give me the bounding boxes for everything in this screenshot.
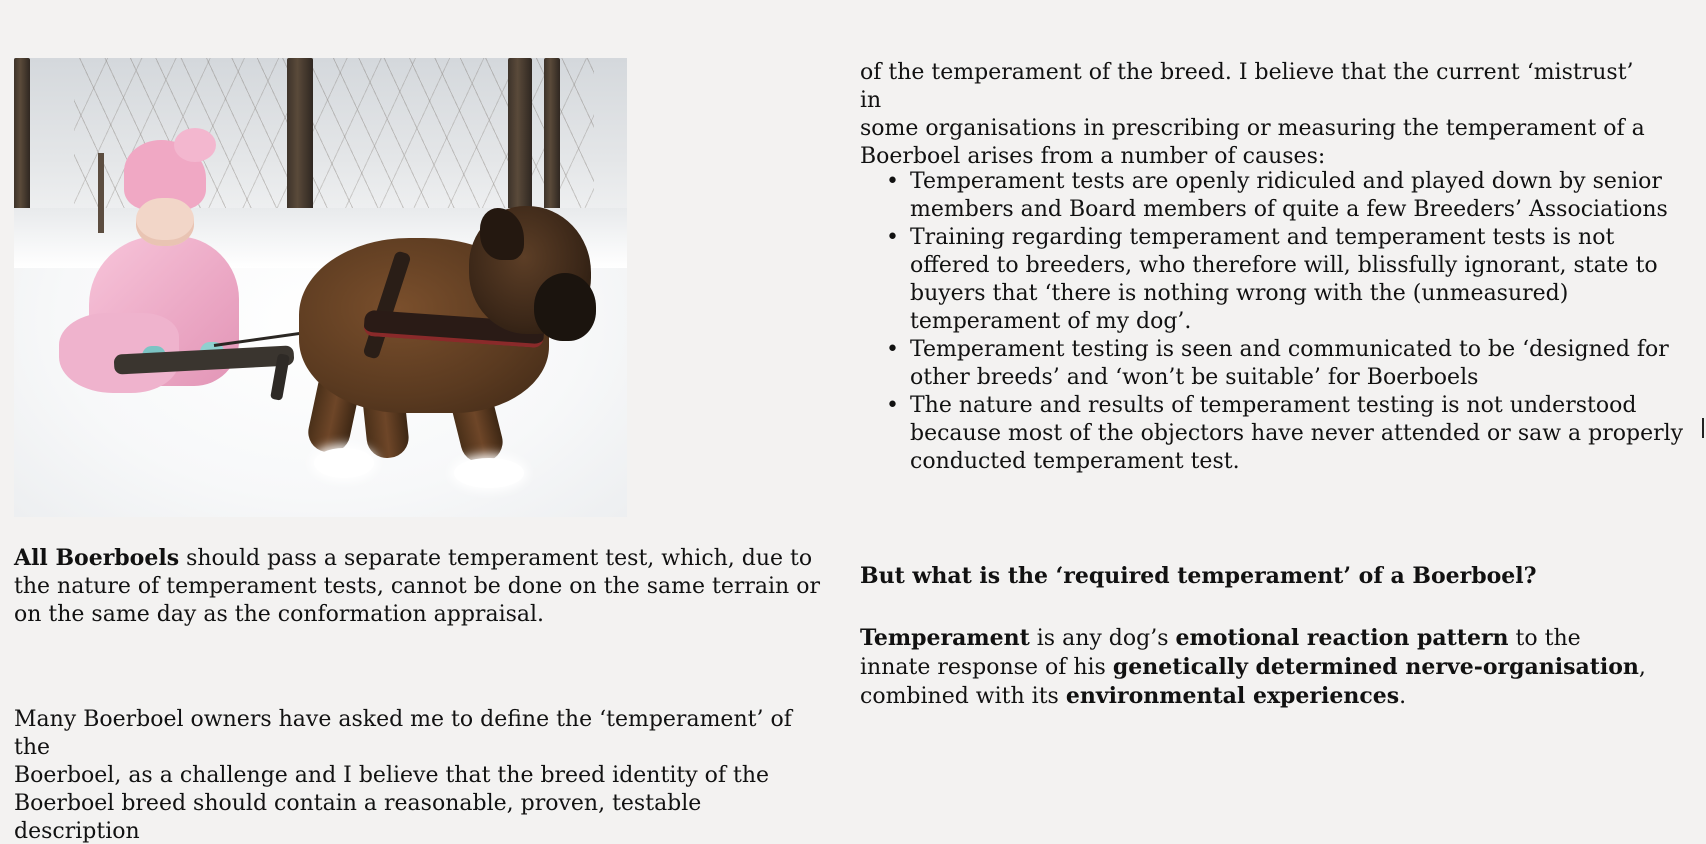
paragraph-line: Boerboel breed should contain a reasonable, proven, testable description <box>14 791 702 844</box>
fence-post <box>98 153 104 233</box>
text-span: innate response of his <box>860 655 1113 680</box>
list-line: Training regarding temperament and temperament tests is not <box>910 225 1615 250</box>
paragraph-line <box>14 544 826 573</box>
snow-spray <box>314 448 374 478</box>
paragraph-testing <box>14 544 826 629</box>
text-span: combined with its <box>860 684 1066 709</box>
paragraph-line <box>860 624 1660 653</box>
bullet-icon: • <box>886 337 899 362</box>
tree-trunk <box>508 58 532 228</box>
list-item <box>886 224 1706 336</box>
paragraph-define <box>14 706 826 844</box>
boerboel-sled-photo <box>14 58 627 517</box>
paragraph-line: Boerboel arises from a number of causes: <box>860 144 1326 169</box>
bold-phrase: All Boerboels <box>14 545 180 571</box>
text-span: is any dog’s <box>1029 626 1176 651</box>
text-span: . <box>1399 684 1407 709</box>
list-item <box>886 392 1706 476</box>
dog-muzzle <box>534 273 596 341</box>
definition-paragraph <box>860 624 1660 711</box>
paragraph-line <box>860 653 1660 682</box>
bold-phrase: environmental experiences <box>1065 683 1400 709</box>
list-line: buyers that ‘there is nothing wrong with the (unmeasured) <box>910 281 1569 306</box>
paragraph-line: of the temperament of the breed. I believe that the current ‘mistrust’ in <box>860 60 1634 113</box>
paragraph-line: the nature of temperament tests, cannot be done on the same terrain or <box>14 574 820 599</box>
paragraph-line: on the same day as the conformation appraisal. <box>14 602 545 627</box>
paragraph-line: Many Boerboel owners have asked me to define the ‘temperament’ of the <box>14 707 792 760</box>
bold-phrase: Temperament <box>860 625 1030 651</box>
text-span: , <box>1638 655 1646 680</box>
text-cursor-icon <box>1702 418 1704 438</box>
bold-phrase: genetically determined nerve-organisation <box>1112 654 1639 680</box>
paragraph-line: some organisations in prescribing or measuring the temperament of a <box>860 116 1645 141</box>
list-line: conducted temperament test. <box>910 449 1240 474</box>
causes-list <box>860 168 1706 476</box>
list-line: other breeds’ and ‘won’t be suitable’ for Boerboels <box>910 365 1479 390</box>
list-line: offered to breeders, who therefore will, blissfully ignorant, state to <box>910 253 1658 278</box>
list-line: Temperament tests are openly ridiculed and played down by senior <box>910 169 1662 194</box>
bullet-icon: • <box>886 225 899 250</box>
list-line: temperament of my dog’. <box>910 309 1192 334</box>
text-span: should pass a separate temperament test, which, due to <box>179 546 813 571</box>
list-line: because most of the objectors have never attended or saw a properly <box>910 421 1684 446</box>
tree-trunk <box>544 58 560 218</box>
paragraph-intro <box>860 59 1660 171</box>
snow-spray <box>454 458 524 488</box>
list-line: members and Board members of quite a few Breeders’ Associations <box>910 197 1668 222</box>
paragraph-line: Boerboel, as a challenge and I believe that the breed identity of the <box>14 763 770 788</box>
bold-phrase: emotional reaction pattern <box>1175 625 1509 651</box>
paragraph-line <box>860 682 1660 711</box>
bullet-icon: • <box>886 393 899 418</box>
list-line: The nature and results of temperament testing is not understood <box>910 393 1637 418</box>
tree-trunk <box>14 58 30 218</box>
bullet-icon: • <box>886 169 899 194</box>
list-item <box>886 168 1706 224</box>
section-heading: But what is the ‘required temperament’ of a Boerboel? <box>860 563 1537 589</box>
list-line: Temperament testing is seen and communicated to be ‘designed for <box>910 337 1669 362</box>
text-span: to the <box>1508 626 1581 651</box>
list-item <box>886 336 1706 392</box>
